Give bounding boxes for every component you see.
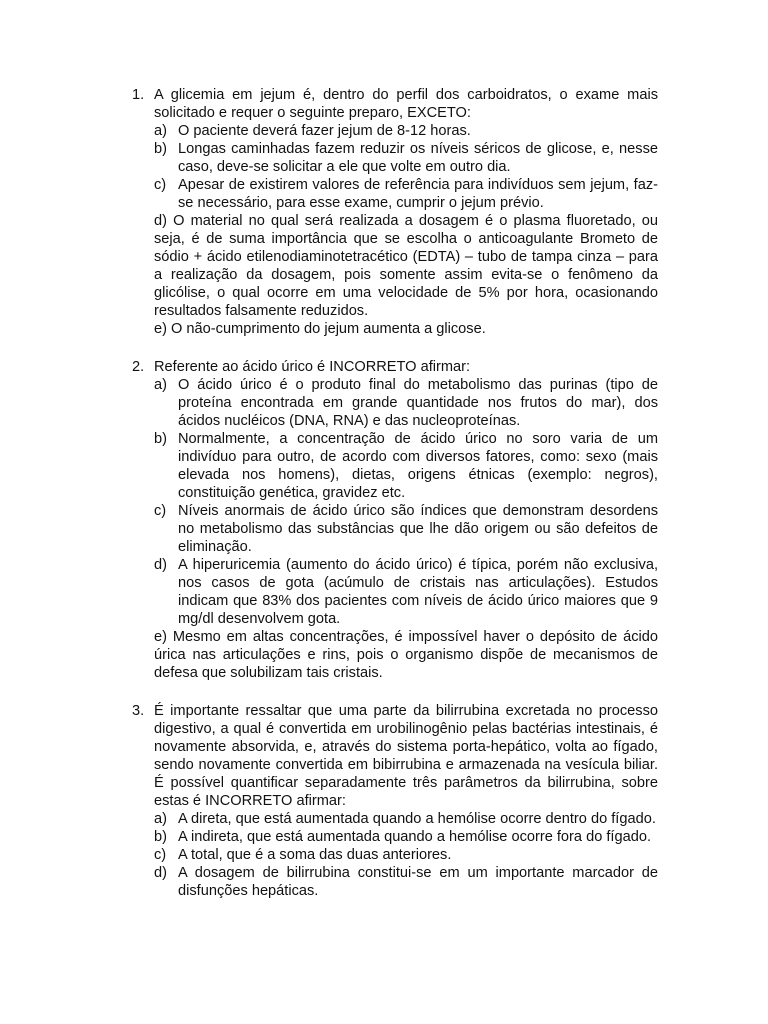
option-letter: a) — [154, 377, 167, 393]
option-letter: b) — [154, 431, 167, 447]
option-text: O paciente deverá fazer jejum de 8-12 horas. — [178, 123, 471, 139]
option-c — [132, 176, 658, 212]
option-letter: a) — [154, 123, 167, 139]
option-letter: c) — [154, 177, 167, 193]
question-text: É importante ressaltar que uma parte da bilirrubina excretada no processo digestivo, a qual é convertida em urobilinogênio pelas bactérias intestinais, é novamente absorvida, e, através do sistema porta-hepático, volta ao fígado, sendo novamente convertida em bibirrubina e armazenada na vesícula biliar. É possível quantificar separadamente três parâmetros da bilirrubina, sobre estas é INCORRETO afirmar: — [154, 703, 658, 809]
question-number: 3. — [132, 703, 145, 719]
option-d — [132, 556, 658, 628]
option-d-paragraph: d) O material no qual será realizada a dosagem é o plasma fluoretado, ou seja, é de suma importância que se escolha o anticoagulante Brometo de sódio + ácido etilenodiaminotetracético (EDTA) – tubo de tampa cinza – para a realização da dosagem, pois somente assim evita-se o fenômeno da glicólise, o qual ocorre em uma velocidade de 5% por hora, ocasionando resultados falsamente reduzidos. — [154, 213, 658, 319]
question-3 — [132, 702, 658, 900]
option-text: Normalmente, a concentração de ácido úrico no soro varia de um indivíduo para outro, de acordo com diversos fatores, como: sexo (mais elevada nos homens), dietas, origens étnicas (exemplo: negros), constituição genética, gravidez etc. — [178, 431, 658, 501]
question-1 — [132, 86, 658, 338]
option-text: A total, que é a soma das duas anteriores. — [178, 847, 452, 863]
option-text: A indireta, que está aumentada quando a hemólise ocorre fora do fígado. — [178, 829, 651, 845]
option-letter: c) — [154, 847, 167, 863]
option-text: Longas caminhadas fazem reduzir os níveis séricos de glicose, e, nesse caso, deve-se solicitar a ele que volte em outro dia. — [178, 141, 658, 175]
option-a — [132, 810, 658, 828]
question-number: 1. — [132, 87, 145, 103]
question-number: 2. — [132, 359, 145, 375]
option-d — [132, 864, 658, 900]
question-text: A glicemia em jejum é, dentro do perfil dos carboidratos, o exame mais solicitado e requer o seguinte preparo, EXCETO: — [154, 87, 658, 121]
option-b — [132, 140, 658, 176]
option-letter: b) — [154, 141, 167, 157]
option-text: A hiperuricemia (aumento do ácido úrico) é típica, porém não exclusiva, nos casos de gota (acúmulo de cristais nas articulações). Estudos indicam que 83% dos pacientes com níveis de ácido úrico maiores que 9 mg/dl desenvolvem gota. — [178, 557, 658, 627]
question-stem — [132, 358, 658, 376]
question-text: Referente ao ácido úrico é INCORRETO afirmar: — [154, 359, 471, 375]
option-b — [132, 430, 658, 502]
option-text: O ácido úrico é o produto final do metabolismo das purinas (tipo de proteína encontrada em grande quantidade nos frutos do mar), dos ácidos nucléicos (DNA, RNA) e das nucleoproteínas. — [178, 377, 658, 429]
option-letter: d) — [154, 865, 167, 881]
option-text: A dosagem de bilirrubina constitui-se em um importante marcador de disfunções hepáticas. — [178, 865, 658, 899]
option-letter: b) — [154, 829, 167, 845]
option-letter: a) — [154, 811, 167, 827]
question-stem — [132, 702, 658, 810]
option-e-paragraph: e) Mesmo em altas concentrações, é impossível haver o depósito de ácido úrica nas articulações e rins, pois o organismo dispõe de mecanismos de defesa que solubilizam tais cristais. — [154, 629, 658, 681]
option-b — [132, 828, 658, 846]
option-a — [132, 376, 658, 430]
option-text: Níveis anormais de ácido úrico são índices que demonstram desordens no metabolismo das substâncias que lhe dão origem ou são defeitos de eliminação. — [178, 503, 658, 555]
option-a — [132, 122, 658, 140]
option-text: Apesar de existirem valores de referência para indivíduos sem jejum, faz-se necessário, para esse exame, cumprir o jejum prévio. — [178, 177, 658, 211]
question-2 — [132, 358, 658, 682]
option-letter: d) — [154, 557, 167, 573]
option-c — [132, 846, 658, 864]
option-c — [132, 502, 658, 556]
option-letter: c) — [154, 503, 167, 519]
question-stem — [132, 86, 658, 122]
option-e-paragraph: e) O não-cumprimento do jejum aumenta a glicose. — [154, 321, 486, 337]
option-text: A direta, que está aumentada quando a hemólise ocorre dentro do fígado. — [178, 811, 656, 827]
